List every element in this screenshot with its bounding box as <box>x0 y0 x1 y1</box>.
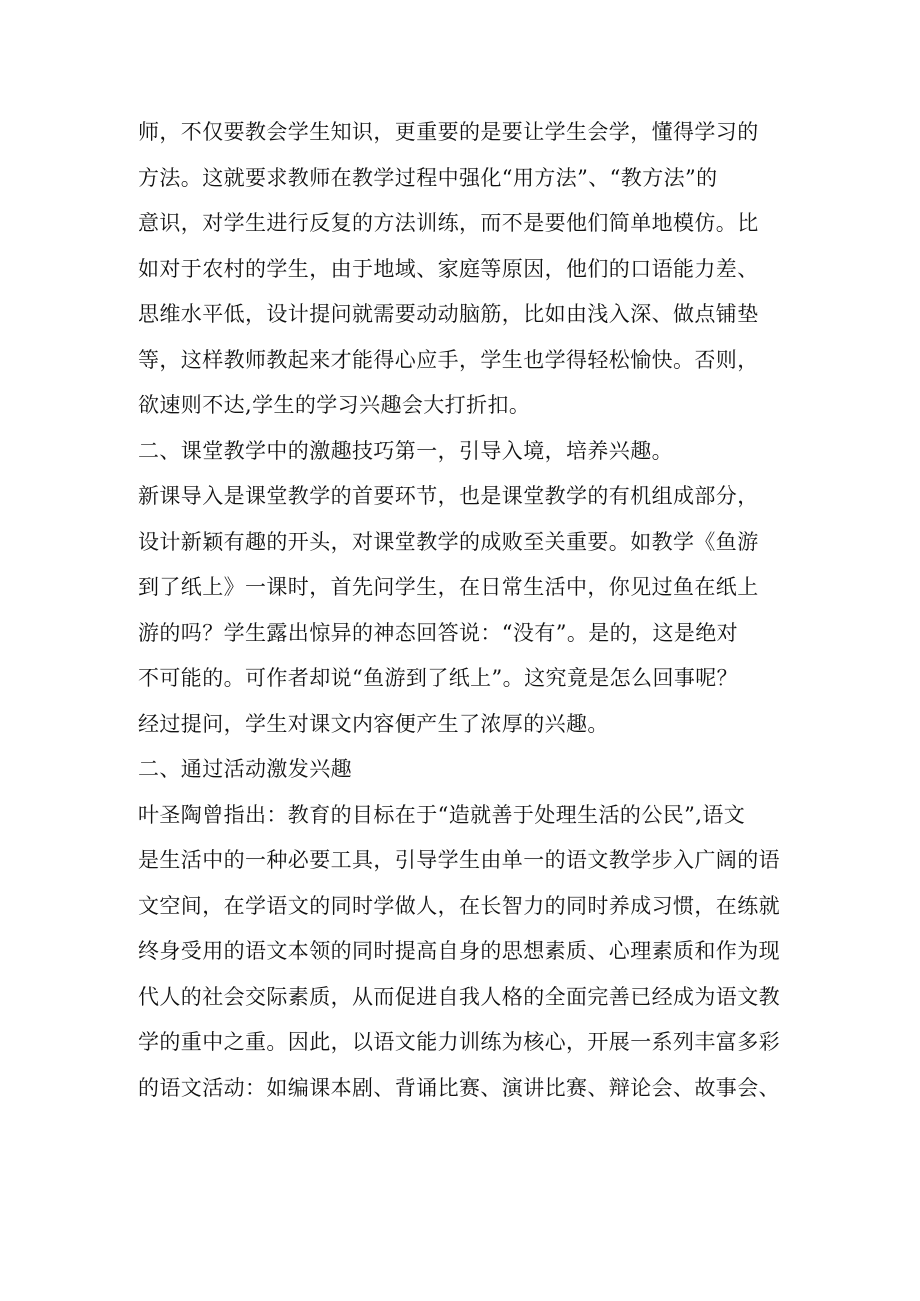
text-line: 经过提问，学生对课文内容便产生了浓厚的兴趣。 <box>138 711 609 736</box>
text-line: 欲速则不达,学生的学习兴趣会大打折扣。 <box>138 393 531 417</box>
text-line: 是生活中的一种必要工具，引导学生由单一的语文教学步入广阔的语 <box>138 848 780 872</box>
text-line: 文空间，在学语文的同时学做人，在长智力的同时养成习惯，在练就 <box>138 893 780 918</box>
text-line: 思维水平低，设计提问就需要动动脑筋，比如由浅入深、做点铺垫 <box>138 302 759 326</box>
text-line: 学的重中之重。因此，以语文能力训练为核心，开展一系列丰富多彩 <box>138 1030 780 1054</box>
text-line: 代人的社会交际素质，从而促进自我人格的全面完善已经成为语文教 <box>138 984 780 1009</box>
document-body <box>138 110 818 1111</box>
text-line: 终身受用的语文本领的同时提高自身的思想素质、心理素质和作为现 <box>138 939 780 963</box>
section-heading: 二、课堂教学中的激趣技巧第一，引导入境，培养兴趣。 <box>138 438 673 463</box>
text-line: 叶圣陶曾指出：教育的目标在于“造就善于处理生活的公民”,语文 <box>138 802 746 827</box>
text-line: 师，不仅要教会学生知识，更重要的是要让学生会学，懂得学习的 <box>138 120 759 144</box>
text-line: 方法。这就要求教师在教学过程中强化“用方法”、“教方法”的 <box>138 165 718 190</box>
section-heading: 二、通过活动激发兴趣 <box>138 757 352 781</box>
text-line: 到了纸上》一课时，首先问学生，在日常生活中，你见过鱼在纸上 <box>138 575 759 599</box>
text-line: 意识，对学生进行反复的方法训练，而不是要他们简单地模仿。比 <box>138 211 759 235</box>
text-line: 等，这样教师教起来才能得心应手，学生也学得轻松愉快。否则， <box>138 347 759 372</box>
text-line: 新课导入是课堂教学的首要环节，也是课堂教学的有机组成部分， <box>138 484 759 508</box>
text-line: 如对于农村的学生，由于地域、家庭等原因，他们的口语能力差、 <box>138 256 759 281</box>
text-line: 不可能的。可作者却说“鱼游到了纸上”。这究竟是怎么回事呢？ <box>138 666 739 690</box>
text-line: 的语文活动：如编课本剧、背诵比赛、演讲比赛、辩论会、故事会、 <box>138 1075 780 1100</box>
text-line: 游的吗？学生露出惊异的神态回答说：“没有”。是的，这是绝对 <box>138 620 739 645</box>
text-line: 设计新颖有趣的开头，对课堂教学的成败至关重要。如教学《鱼游 <box>138 529 759 554</box>
